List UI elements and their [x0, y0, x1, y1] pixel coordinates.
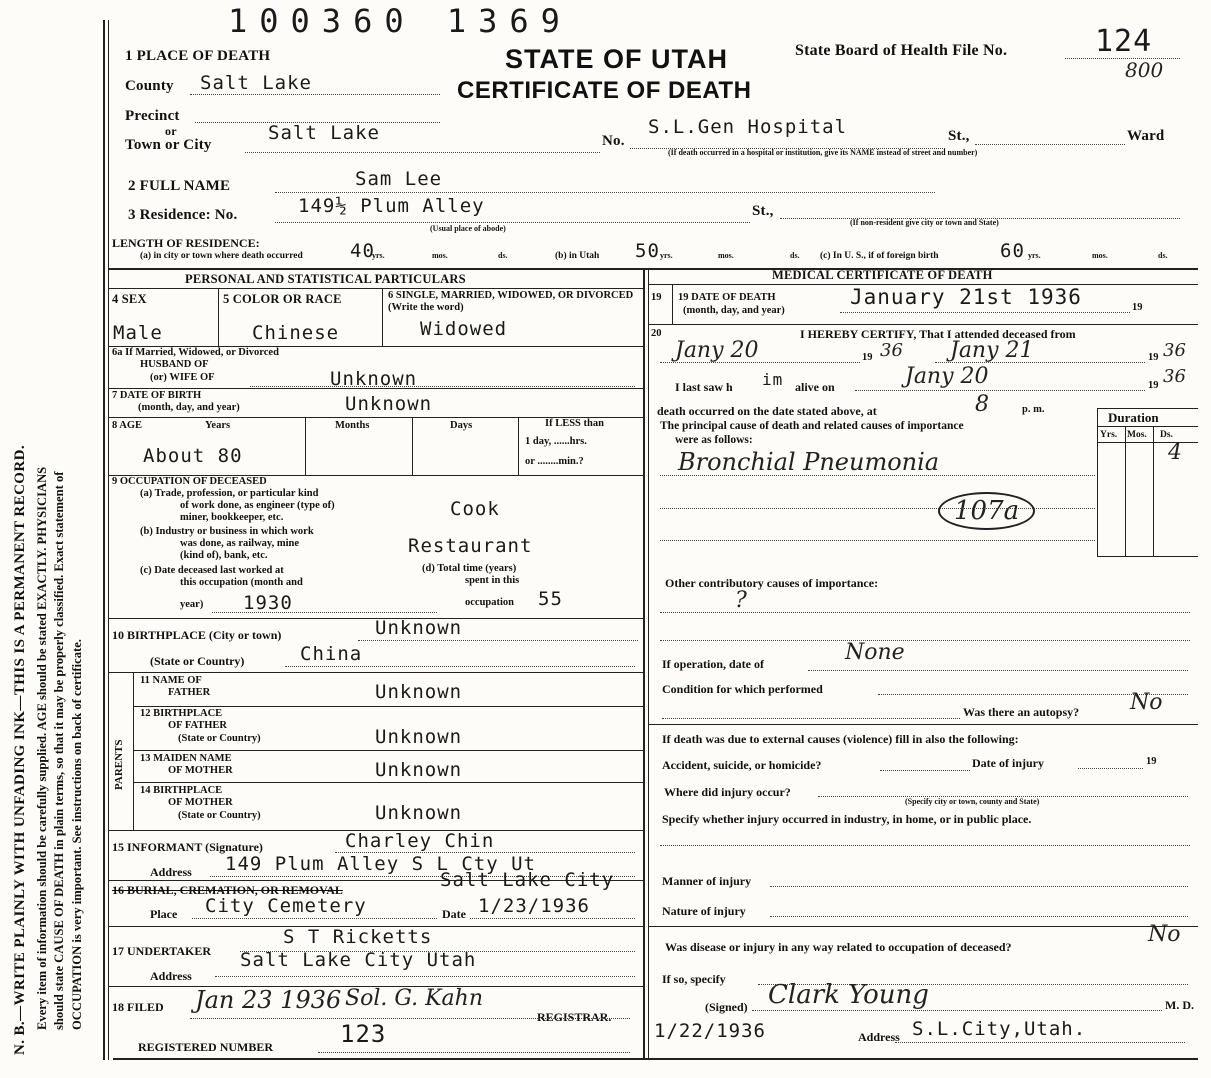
serial-number: 100360 1369: [228, 2, 572, 40]
undertaker-label: 17 UNDERTAKER: [112, 944, 212, 958]
birthplace-state-label: (State or Country): [150, 654, 245, 668]
st-label: St.,: [948, 128, 970, 144]
marital-value: Widowed: [420, 318, 508, 340]
duration-ds: Ds.: [1160, 430, 1173, 440]
abode-note: (Usual place of abode): [430, 224, 506, 233]
color-value: Chinese: [252, 322, 340, 344]
residence-c-value: 60: [1000, 240, 1025, 262]
color-col-divider: [382, 288, 383, 346]
town-value: Salt Lake: [268, 122, 380, 144]
autopsy-pre-line: [662, 718, 960, 719]
registered-line: [318, 1052, 630, 1053]
occ-d2: spent in this: [465, 575, 520, 586]
file-no-extra: 800: [1125, 58, 1164, 82]
full-name-line: [275, 192, 935, 193]
autopsy-label: Was there an autopsy?: [963, 705, 1080, 719]
burial-place: City Cemetery: [205, 895, 367, 917]
date-of-death: January 21st 1936: [850, 285, 1082, 309]
dod-line: [840, 312, 1130, 313]
undertaker-address: Salt Lake City Utah: [240, 949, 477, 971]
dod-19-suffix: 19: [1132, 302, 1143, 313]
registered-number: 123: [340, 1020, 387, 1048]
occ-a1: (a) Trade, profession, or particular kind: [140, 488, 319, 499]
attended-year1: 36: [880, 340, 903, 361]
attended-to: Jany 21: [950, 338, 1034, 363]
dob-label-a: 7 DATE OF BIRTH: [112, 390, 202, 401]
row11-rule: [133, 706, 643, 707]
residence-c-label: (c) In U. S., if of foreign birth: [820, 251, 939, 261]
medical-address-line: [895, 1042, 1185, 1043]
duration-col-rule: [1097, 442, 1198, 443]
less-than-b: 1 day, ......hrs.: [525, 436, 587, 447]
occupation-label: 9 OCCUPATION OF DECEASED: [112, 476, 267, 487]
birthplace-country: China: [300, 643, 363, 665]
residence-b-ds: ds.: [790, 251, 800, 260]
center-divider-inner: [648, 268, 649, 1058]
left-margin-rule: [103, 20, 105, 1060]
row19-rule: [648, 324, 1198, 325]
year2-prefix: 19: [1148, 352, 1159, 363]
nature-rule: [648, 926, 1198, 927]
residence-value: 149½ Plum Alley: [298, 195, 485, 217]
birthplace-city: Unknown: [375, 617, 463, 639]
cause-code: 107a: [938, 492, 1035, 530]
certificate-title: CERTIFICATE OF DEATH: [457, 77, 752, 104]
injury-date-19: 19: [1146, 756, 1157, 767]
accident-line: [880, 770, 970, 771]
attended-year2: 36: [1163, 340, 1186, 361]
physician-signature: Clark Young: [768, 980, 929, 1010]
occ-b3: (kind of), bank, etc.: [180, 550, 268, 561]
contributory-line-2: [660, 640, 1190, 641]
registered-label: REGISTERED NUMBER: [138, 1040, 274, 1054]
occ-a3: miner, bookkeeper, etc.: [180, 512, 284, 523]
residence-a-ds: ds.: [498, 251, 508, 260]
side-note-line2: Every item of information should be carefully supplied. AGE should be stated EXACTLY. PHYSICIANS: [35, 466, 49, 1030]
father-name-value: Unknown: [375, 681, 463, 703]
sex-col-divider: [218, 288, 219, 346]
contributory-line-1: [660, 612, 1190, 613]
mother-bp-label-c: (State or Country): [178, 810, 261, 821]
bottom-frame-rule: [113, 1058, 1198, 1060]
signed-date: 1/22/1936: [654, 1020, 766, 1042]
age-days-divider: [518, 417, 519, 475]
medical-heading: MEDICAL CERTIFICATE OF DEATH: [772, 268, 993, 282]
father-bp-value: Unknown: [375, 726, 463, 748]
informant-address: 149 Plum Alley S L Cty Ut: [225, 853, 536, 875]
duration-box-bottom: [1097, 556, 1198, 557]
industry-value: Restaurant: [408, 535, 533, 557]
autopsy-value: No: [1130, 690, 1163, 715]
no-label: No.: [602, 133, 625, 149]
nonresident-note: (If non-resident give city or town and State): [850, 218, 999, 227]
dob-label-b: (month, day, and year): [138, 402, 240, 413]
filed-value: Jan 23 1936: [195, 986, 342, 1014]
residence-b-label: (b) in Utah: [555, 251, 600, 261]
st-line: [975, 144, 1125, 145]
duration-mos: Mos.: [1127, 430, 1147, 440]
injury-date-label: Date of injury: [972, 756, 1044, 770]
mother-name-value: Unknown: [375, 759, 463, 781]
informant-label: 15 INFORMANT (Signature): [112, 840, 263, 854]
undertaker-address-label: Address: [150, 969, 192, 983]
contributory-label: Other contributory causes of importance:: [665, 576, 879, 590]
father-bp-label-a: 12 BIRTHPLACE: [140, 708, 223, 719]
burial-date-line: [470, 918, 635, 919]
duration-box-left: [1097, 408, 1098, 556]
certify-text: I HEREBY CERTIFY, That I attended deceased from: [800, 327, 1076, 341]
death-time: 8: [975, 392, 989, 417]
alive-on-label: alive on: [795, 380, 835, 394]
occ-d3: occupation: [465, 597, 515, 608]
age-label: 8 AGE: [112, 420, 143, 431]
burial-place-label: Place: [150, 907, 178, 921]
undertaker-address-line: [215, 976, 635, 977]
town-line: [245, 152, 600, 153]
birthplace-label: 10 BIRTHPLACE (City or town): [112, 628, 282, 642]
occ-b2: was done, as railway, mine: [180, 538, 300, 549]
manner-line: [770, 886, 1188, 887]
spouse-value: Unknown: [330, 368, 418, 390]
attended-from-line: [660, 362, 860, 363]
county-label: County: [125, 78, 174, 94]
left-margin-rule-inner: [108, 20, 109, 1060]
less-than-c: or ........min.?: [525, 456, 584, 467]
row6a-rule: [108, 388, 643, 389]
specify-line: [660, 845, 1190, 846]
marital-label: 6 SINGLE, MARRIED, WIDOWED, OR DIVORCED (Write the word): [388, 290, 634, 313]
operation-line: [808, 670, 1188, 671]
age-years-label: Years: [205, 420, 231, 431]
dod-num-divider: [672, 284, 673, 324]
state-title: STATE OF UTAH: [505, 44, 728, 74]
filed-label: 18 FILED: [112, 1000, 164, 1014]
center-divider: [643, 268, 645, 1058]
alive-on-line: [855, 390, 1145, 391]
parents-label: PARENTS: [113, 739, 125, 790]
duration-label: Duration: [1108, 410, 1159, 425]
spouse-label-c: (or) WIFE OF: [150, 372, 215, 383]
autopsy-rule: [648, 724, 1198, 725]
residence-b-value: 50: [635, 240, 660, 262]
less-than-a: If LESS than: [545, 418, 604, 429]
side-note-line1: N. B.—WRITE PLAINLY WITH UNFADING INK—THIS IS A PERMANENT RECORD.: [12, 445, 28, 1055]
duration-yrs: Yrs.: [1100, 430, 1118, 440]
undertaker-value: S T Ricketts: [283, 926, 433, 948]
place-of-death-label: 1 PLACE OF DEATH: [125, 48, 271, 64]
attended-from: Jany 20: [675, 338, 759, 363]
attended-to-line: [935, 362, 1145, 363]
residence-line: [275, 222, 750, 223]
parents-divider: [133, 672, 134, 830]
cause-line-1: [660, 475, 1095, 476]
registrar-label: REGISTRAR.: [537, 1010, 612, 1024]
residence-a-mos: mos.: [432, 251, 448, 260]
residence-b-yrs: yrs.: [660, 251, 673, 260]
side-note-line3: should state CAUSE OF DEATH in plain terms, so that it may be properly classified. Exact statement of: [52, 471, 66, 1030]
sex-label: 4 SEX: [112, 292, 147, 306]
hospital-value: S.L.Gen Hospital: [648, 116, 848, 138]
nature-line: [770, 916, 1188, 917]
precinct-label: Precinct: [125, 108, 180, 124]
row10-rule: [108, 672, 643, 673]
duration-yrs-divider: [1125, 426, 1126, 556]
mother-bp-label-b: OF MOTHER: [168, 797, 233, 808]
file-no-label: State Board of Health File No.: [795, 42, 1008, 59]
medical-address: S.L.City,Utah.: [912, 1018, 1087, 1040]
father-bp-label-b: OF FATHER: [168, 720, 228, 731]
occ-related-value: No: [1148, 922, 1181, 947]
signed-line: [752, 1010, 1162, 1011]
occ-b1: (b) Industry or business in which work: [140, 526, 314, 537]
row13-rule: [133, 782, 643, 783]
condition-label: Condition for which performed: [662, 682, 823, 696]
spouse-label-b: HUSBAND OF: [140, 359, 209, 370]
father-name-label-a: 11 NAME OF: [140, 675, 202, 686]
duration-head-rule: [1097, 426, 1198, 427]
county-line: [190, 94, 440, 95]
medical-address-label: Address: [858, 1030, 900, 1044]
year3-prefix: 19: [1148, 380, 1159, 391]
birthplace-city-line: [358, 640, 638, 641]
last-worked-value: 1930: [243, 592, 293, 614]
operation-value: None: [845, 640, 905, 665]
occ-a2: of work done, as engineer (type of): [180, 500, 335, 511]
where-note: (Specify city or town, county and State): [905, 797, 1040, 806]
father-bp-label-c: (State or Country): [178, 733, 261, 744]
residence-b-mos: mos.: [718, 251, 734, 260]
full-name-label: 2 FULL NAME: [128, 178, 231, 194]
specify-label: Specify whether injury occurred in industry, in home, or in public place.: [662, 812, 1032, 826]
or-label: or: [165, 124, 177, 138]
occupation-value: Cook: [450, 498, 500, 520]
accident-label: Accident, suicide, or homicide?: [662, 758, 822, 772]
filed-line: [190, 1018, 630, 1019]
external-label: If death was due to external causes (violence) fill in also the following:: [662, 732, 1019, 746]
alive-on: Jany 20: [905, 364, 989, 389]
dod-label-a: 19 DATE OF DEATH: [678, 292, 776, 303]
year1-prefix: 19: [862, 352, 873, 363]
age-value: About 80: [143, 445, 243, 467]
color-label: 5 COLOR OR RACE: [223, 292, 342, 306]
full-name-value: Sam Lee: [355, 168, 443, 190]
spouse-line: [250, 386, 635, 387]
duration-days: 4: [1168, 440, 1182, 465]
mother-bp-value: Unknown: [375, 802, 463, 824]
town-label: Town or City: [125, 137, 212, 153]
mother-bp-label-a: 14 BIRTHPLACE: [140, 785, 223, 796]
certify-20: 20: [651, 328, 662, 339]
occ-d1: (d) Total time (years): [422, 563, 517, 574]
burial-label: 16 BURIAL, CREMATION, OR REMOVAL: [112, 883, 343, 897]
cause-label-b: were as follows:: [675, 434, 753, 446]
hospital-note: (If death occurred in a hospital or institution, give its NAME instead of street and number): [668, 148, 978, 157]
cause-label-a: The principal cause of death and related causes of importance: [660, 420, 964, 432]
informant-value: Charley Chin: [345, 830, 495, 852]
where-label: Where did injury occur?: [664, 785, 791, 799]
cause-line-2: [660, 508, 1095, 509]
last-saw-label: I last saw h: [675, 380, 733, 394]
duration-box-top: [1097, 408, 1198, 409]
occ-c2: this occupation (month and: [180, 577, 303, 588]
burial-date: 1/23/1936: [478, 895, 590, 917]
ward-label: Ward: [1127, 128, 1165, 144]
age-months-label: Months: [335, 420, 370, 431]
residence-st-label: St.,: [752, 203, 774, 219]
residence-c-mos: mos.: [1092, 251, 1108, 260]
residence-a-yrs: yrs.: [372, 251, 385, 260]
last-worked-line: [212, 612, 437, 613]
registrar-signature: Sol. G. Kahn: [345, 986, 484, 1011]
operation-label: If operation, date of: [662, 657, 764, 671]
burial-city: Salt Lake City: [440, 869, 615, 891]
if-so-label: If so, specify: [662, 972, 726, 986]
occ-related-label: Was disease or injury in any way related to occupation of deceased?: [665, 940, 1012, 954]
duration-mos-divider: [1153, 426, 1154, 556]
nature-label: Nature of injury: [662, 904, 746, 918]
side-note-line4: OCCUPATION is very important. See instructions on back of certificate.: [70, 639, 84, 1030]
burial-date-label: Date: [442, 907, 466, 921]
occ-c1: (c) Date deceased last worked at: [140, 565, 284, 576]
personal-heading-rule: [108, 288, 643, 289]
spouse-label-a: 6a If Married, Widowed, or Divorced: [112, 347, 279, 358]
cause-line-3: [660, 540, 1095, 541]
signed-label: (Signed): [705, 1000, 748, 1014]
last-saw-mid: im: [762, 370, 784, 389]
age-years-divider: [305, 417, 306, 475]
residence-c-ds: ds.: [1158, 251, 1168, 260]
dod-19: 19: [651, 292, 662, 303]
alive-year: 36: [1163, 366, 1186, 387]
occ-c3: year): [180, 599, 204, 610]
injury-date-line: [1078, 768, 1143, 769]
death-time-label: death occurred on the date stated above, at: [657, 404, 877, 418]
mother-name-label-a: 13 MAIDEN NAME: [140, 753, 232, 764]
manner-label: Manner of injury: [662, 874, 752, 888]
birthplace-country-line: [285, 666, 635, 667]
informant-address-label: Address: [150, 865, 192, 879]
file-no: 124: [1095, 24, 1153, 59]
age-months-divider: [412, 417, 413, 475]
father-name-label-b: FATHER: [168, 687, 211, 698]
death-time-suffix: p. m.: [1022, 404, 1045, 415]
md-label: M. D.: [1165, 998, 1194, 1012]
grid-top-rule: [108, 268, 1198, 270]
dod-label-b: (month, day, and year): [683, 305, 785, 316]
burial-place-line: [192, 918, 437, 919]
residence-a-label: (a) in city or town where death occurred: [140, 251, 303, 261]
row12-rule: [133, 750, 643, 751]
total-time-value: 55: [538, 588, 563, 610]
county-value: Salt Lake: [200, 72, 312, 94]
residence-a-value: 40: [350, 240, 375, 262]
contributory-value: ?: [735, 588, 747, 613]
residence-label: 3 Residence: No.: [128, 207, 238, 223]
residence-c-yrs: yrs.: [1028, 251, 1041, 260]
personal-heading: PERSONAL AND STATISTICAL PARTICULARS: [185, 272, 466, 286]
age-days-label: Days: [450, 420, 473, 431]
length-residence-label: LENGTH OF RESIDENCE:: [112, 236, 260, 250]
cause-value: Bronchial Pneumonia: [678, 448, 940, 476]
dob-value: Unknown: [345, 393, 433, 415]
mother-name-label-b: OF MOTHER: [168, 765, 233, 776]
sex-value: Male: [113, 322, 163, 344]
